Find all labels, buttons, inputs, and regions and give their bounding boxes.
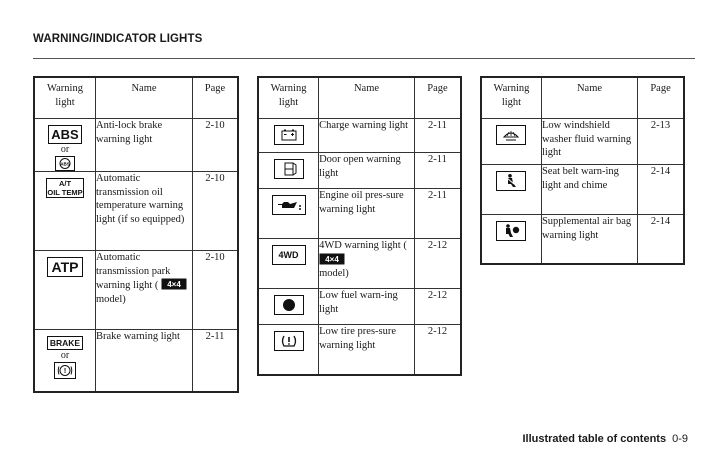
seat-belt-icon	[496, 171, 526, 191]
row-page: 2-11	[414, 153, 461, 189]
page-header: Page	[414, 77, 461, 119]
row-page: 2-13	[638, 119, 684, 165]
table-row	[34, 119, 238, 172]
row-name: Automatic transmission park warning light ( 4×4 model)	[96, 251, 193, 330]
table-row	[258, 325, 461, 375]
warning-light-header: Warning light	[481, 77, 541, 119]
at-oil-temp-icon: A/T OIL TEMP	[47, 179, 83, 197]
table-header	[258, 77, 461, 119]
table-row	[34, 330, 238, 392]
fuel-dot-icon	[274, 295, 304, 315]
svg-text:4×4: 4×4	[325, 254, 339, 264]
abs-icon: ABS	[48, 125, 82, 144]
table-header	[481, 77, 684, 119]
or-label: or	[60, 350, 70, 361]
abs-circle-icon	[55, 156, 75, 171]
4wd-icon: 4WD	[272, 245, 306, 265]
row-page: 2-12	[414, 239, 461, 289]
table-header	[34, 77, 238, 119]
name-header: Name	[96, 77, 193, 119]
row-name: Supplemental air bag warning light	[541, 215, 637, 264]
row-name: Low fuel warn-ing light	[319, 289, 415, 325]
table-row	[258, 153, 461, 189]
table-row	[258, 119, 461, 153]
table-row	[258, 289, 461, 325]
tire-pressure-icon	[274, 331, 304, 351]
atp-icon: ATP	[47, 257, 83, 277]
svg-text:!: !	[63, 368, 67, 375]
row-name: Door open warning light	[319, 153, 415, 189]
row-page: 2-14	[638, 215, 684, 264]
page-header: Page	[638, 77, 684, 119]
row-name: Low windshield washer fluid warning light	[541, 119, 637, 165]
warning-lights-table-2	[257, 76, 462, 376]
brake-icon: BRAKE	[47, 336, 83, 350]
page-footer	[522, 433, 688, 445]
table-row	[34, 251, 238, 330]
warning-lights-table-3	[480, 76, 685, 265]
row-name: Automatic transmission oil temperature warning light (if so equipped)	[96, 172, 193, 251]
row-name: Engine oil pres-sure warning light	[319, 189, 415, 239]
row-name: Charge warning light	[319, 119, 415, 153]
table-row	[258, 189, 461, 239]
divider	[33, 58, 695, 59]
row-page: 2-11	[414, 189, 461, 239]
row-name: Low tire pres-sure warning light	[319, 325, 415, 375]
row-name: Anti-lock brake warning light	[96, 119, 193, 172]
warning-lights-table-1	[33, 76, 239, 393]
page-header: Page	[193, 77, 238, 119]
svg-text:4×4: 4×4	[167, 280, 181, 289]
table-row	[481, 165, 684, 215]
warning-light-header: Warning light	[258, 77, 319, 119]
row-page: 2-11	[193, 330, 238, 392]
page-number: 0-9	[672, 433, 688, 445]
row-page: 2-12	[414, 289, 461, 325]
row-page: 2-10	[193, 172, 238, 251]
table-row	[481, 119, 684, 165]
or-label: or	[60, 144, 70, 155]
table-row	[258, 239, 461, 289]
row-name: Brake warning light	[96, 330, 193, 392]
brake-circle-icon	[54, 362, 76, 379]
footer-title: Illustrated table of contents	[522, 433, 667, 445]
washer-fluid-icon	[496, 125, 526, 145]
battery-icon	[274, 125, 304, 145]
oil-can-icon	[272, 195, 306, 215]
name-header: Name	[319, 77, 415, 119]
name-header: Name	[541, 77, 637, 119]
row-page: 2-10	[193, 119, 238, 172]
row-page: 2-11	[414, 119, 461, 153]
row-name: Seat belt warn-ing light and chime	[541, 165, 637, 215]
row-name: 4WD warning light ( 4×4 model)	[319, 239, 415, 289]
table-row	[34, 172, 238, 251]
row-page: 2-12	[414, 325, 461, 375]
door-open-icon	[274, 159, 304, 179]
4x4-icon	[319, 253, 345, 265]
svg-text:ABS: ABS	[60, 161, 70, 167]
row-page: 2-14	[638, 165, 684, 215]
air-bag-icon	[496, 221, 526, 241]
section-title: WARNING/INDICATOR LIGHTS	[33, 33, 203, 45]
row-page: 2-10	[193, 251, 238, 330]
warning-light-header: Warning light	[34, 77, 96, 119]
table-row	[481, 215, 684, 264]
4x4-icon	[161, 278, 187, 290]
